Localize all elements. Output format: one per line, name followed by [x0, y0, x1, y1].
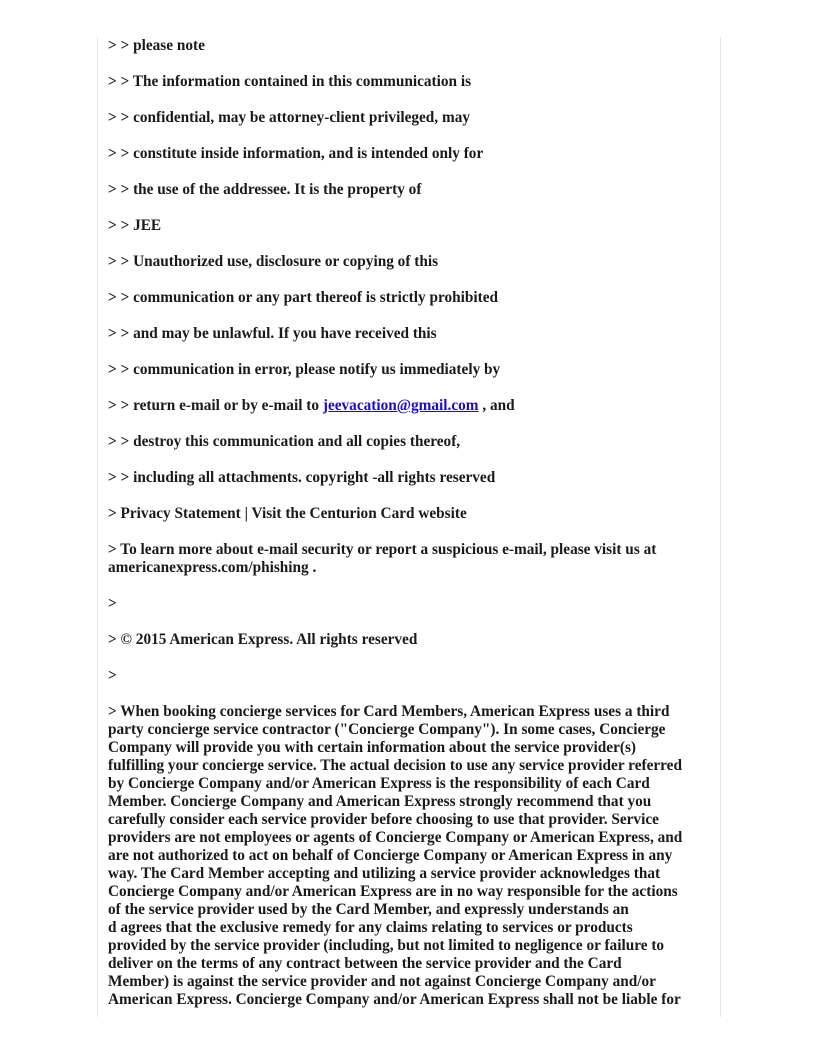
disclaimer-line: > When booking concierge services for Card Members, American Express uses a third [108, 703, 670, 720]
blank-quote-marker: > [108, 595, 117, 612]
disclaimer-line: Concierge Company and/or American Express are in no way responsible for the actions [108, 883, 678, 900]
disclaimer-line: deliver on the terms of any contract between the service provider and the Card [108, 955, 622, 972]
concierge-disclaimer [108, 703, 712, 1009]
disclaimer-line: Member. Concierge Company and American Express strongly recommend that you [108, 793, 652, 810]
text-line: > > constitute inside information, and is intended only for [108, 145, 484, 162]
text-line: > > Unauthorized use, disclosure or copying of this [108, 253, 439, 270]
text-line: > > confidential, may be attorney-client privileged, may [108, 109, 470, 126]
return-line-prefix: > > return e-mail or by e-mail to [108, 397, 323, 414]
email-link[interactable]: jeevacation@gmail.com [322, 397, 479, 414]
disclaimer-line: are not authorized to act on behalf of Concierge Company or American Express in any [108, 847, 673, 864]
disclaimer-line: of the service provider used by the Card Member, and expressly understands an [108, 901, 629, 918]
return-email-line [108, 397, 712, 415]
text-line: > > The information contained in this communication is [108, 73, 472, 90]
disclaimer-line: party concierge service contractor ("Concierge Company"). In some cases, Concierge [108, 721, 666, 738]
text-line: > > destroy this communication and all copies thereof, [108, 433, 461, 450]
privacy-statement-line: > Privacy Statement | Visit the Centurion Card website [108, 505, 467, 522]
text-line: > > and may be unlawful. If you have received this [108, 325, 437, 342]
disclaimer-line: carefully consider each service provider before choosing to use that provider. Service [108, 811, 659, 828]
return-line-suffix: , and [478, 397, 515, 414]
email-body [108, 37, 712, 1009]
text-line: > > JEE [108, 217, 162, 234]
text-line: > > communication or any part thereof is strictly prohibited [108, 289, 499, 306]
disclaimer-line: Company will provide you with certain information about the service provider(s) [108, 739, 637, 756]
disclaimer-line: providers are not employees or agents of Concierge Company or American Express, and [108, 829, 683, 846]
text-line: > > including all attachments. copyright -all rights reserved [108, 469, 496, 486]
blank-quote-marker: > [108, 667, 117, 684]
text-line: > > communication in error, please notify us immediately by [108, 361, 501, 378]
disclaimer-line: provided by the service provider (including, but not limited to negligence or failure to [108, 937, 665, 954]
disclaimer-line: by Concierge Company and/or American Express is the responsibility of each Card [108, 775, 650, 792]
disclaimer-line: fulfilling your concierge service. The actual decision to use any service provider referred [108, 757, 682, 774]
security-notice: > To learn more about e-mail security or report a suspicious e-mail, please visit us at americanexpress.com/phishing . [108, 541, 657, 576]
disclaimer-line: American Express. Concierge Company and/or American Express shall not be liable for [108, 991, 681, 1008]
text-line: > > the use of the addressee. It is the property of [108, 181, 422, 198]
disclaimer-line: Member) is against the service provider and not against Concierge Company and/or [108, 973, 656, 990]
disclaimer-line: way. The Card Member accepting and utilizing a service provider acknowledges that [108, 865, 661, 882]
copyright-line: > © 2015 American Express. All rights reserved [108, 631, 418, 648]
disclaimer-line: d agrees that the exclusive remedy for any claims relating to services or products [108, 919, 633, 936]
text-line: > > please note [108, 37, 205, 54]
